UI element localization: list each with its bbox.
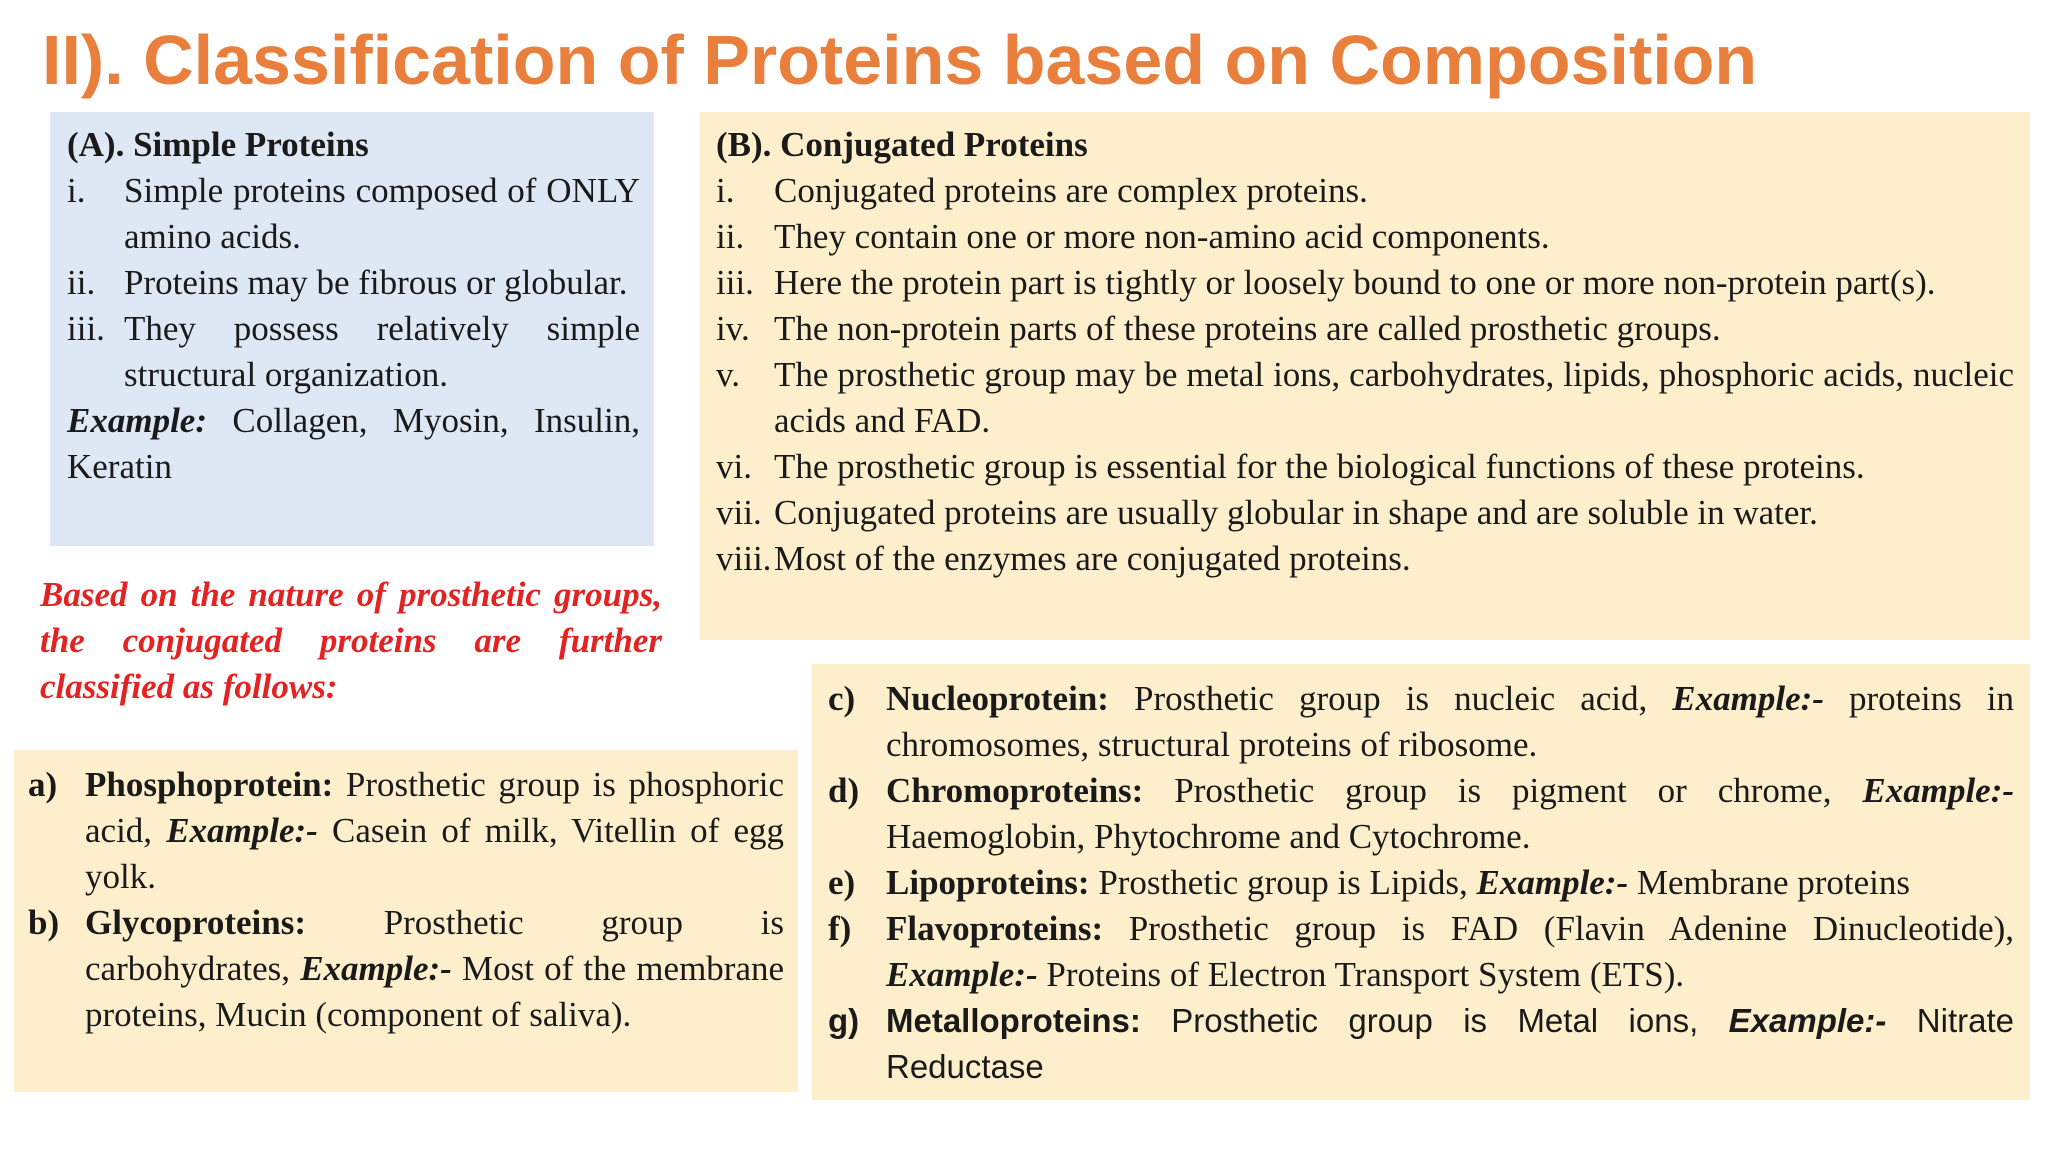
- item-letter: d): [828, 771, 860, 810]
- class-description: Prosthetic group is nucleic acid,: [1133, 679, 1648, 718]
- classes-box-left: [14, 750, 798, 1092]
- class-term: Flavoproteins:: [886, 909, 1104, 948]
- class-example: Membrane proteins: [1636, 863, 1911, 902]
- class-example: Most of the membrane proteins, Mucin (component of saliva).: [85, 949, 785, 1034]
- item-text: [886, 906, 2014, 998]
- item-text: Conjugated proteins are usually globular in shape and are soluble in water.: [774, 493, 1818, 532]
- item-text: [85, 900, 784, 1038]
- list-item: [716, 536, 2014, 582]
- item-letter: b): [28, 903, 60, 942]
- classes-box-right: [812, 664, 2030, 1100]
- item-text: [886, 768, 2014, 860]
- conjugated-proteins-box: [700, 112, 2030, 640]
- class-description: Prosthetic group is pigment or chrome,: [1174, 771, 1832, 810]
- example-label: Example:-: [1476, 863, 1629, 902]
- item-text: Here the protein part is tightly or loosely bound to one or more non-protein part(s).: [774, 263, 1936, 302]
- item-text: The prosthetic group is essential for the biological functions of these proteins.: [774, 447, 1865, 486]
- list-item: [716, 214, 2014, 260]
- item-text: Proteins may be fibrous or globular.: [124, 263, 628, 302]
- item-letter: c): [828, 679, 856, 718]
- list-item: [67, 306, 640, 398]
- list-item: [28, 900, 784, 1038]
- item-number: v.: [716, 355, 740, 394]
- class-example: proteins in chromosomes, structural proteins of ribosome.: [886, 679, 2015, 764]
- list-item: [828, 676, 2014, 768]
- list-item: [716, 306, 2014, 352]
- item-letter: e): [828, 863, 856, 902]
- item-text: [85, 762, 784, 900]
- slide-title: II). Classification of Proteins based on Composition: [42, 21, 1758, 99]
- list-item: [828, 906, 2014, 998]
- item-letter: g): [828, 1002, 860, 1039]
- list-item: [716, 168, 2014, 214]
- example-label: Example:-: [1728, 1002, 1887, 1039]
- list-item: [28, 762, 784, 900]
- class-example: Nitrate Reductase: [886, 1002, 2014, 1085]
- example-label: Example:-: [300, 949, 452, 988]
- example-text: Collagen, Myosin, Insulin, Keratin: [67, 401, 640, 486]
- list-item: [828, 768, 2014, 860]
- class-description: Prosthetic group is FAD (Flavin Adenine Dinucleotide),: [1128, 909, 2015, 948]
- item-letter: a): [28, 765, 58, 804]
- item-number: i.: [67, 171, 86, 210]
- class-description: Prosthetic group is Lipids,: [1098, 863, 1468, 902]
- item-number: iii.: [716, 263, 754, 302]
- example-label: Example:-: [1862, 771, 2015, 810]
- classification-note: Based on the nature of prosthetic groups, the conjugated proteins are further classified as follows:: [40, 575, 662, 706]
- item-number: viii.: [716, 539, 772, 578]
- class-example: Proteins of Electron Transport System (ETS).: [1046, 955, 1685, 994]
- item-text: Conjugated proteins are complex proteins.: [774, 171, 1368, 210]
- list-item: [67, 168, 640, 260]
- item-number: vii.: [716, 493, 762, 532]
- class-description: Prosthetic group is Metal ions,: [1171, 1002, 1699, 1039]
- list-item: [716, 444, 2014, 490]
- example-label: Example:-: [1672, 679, 1824, 718]
- class-term: Nucleoprotein:: [886, 679, 1109, 718]
- list-item: [716, 260, 2014, 306]
- class-term: Chromoproteins:: [886, 771, 1144, 810]
- item-text: Most of the enzymes are conjugated proteins.: [774, 539, 1411, 578]
- item-text: The prosthetic group may be metal ions, carbohydrates, lipids, phosphoric acids, nucleic acids and FAD.: [774, 355, 2014, 440]
- example-label: Example:-: [166, 811, 318, 850]
- list-item: [828, 860, 2014, 906]
- item-text: [886, 860, 2014, 906]
- item-letter: f): [828, 909, 852, 948]
- class-description: Prosthetic group is phosphoric acid,: [85, 765, 784, 850]
- list-item: [716, 490, 2014, 536]
- simple-proteins-example: [67, 398, 640, 490]
- list-item: [716, 352, 2014, 444]
- class-description: Prosthetic group is carbohydrates,: [85, 903, 785, 988]
- item-number: ii.: [67, 263, 96, 302]
- item-text: They possess relatively simple structural organization.: [124, 309, 640, 394]
- simple-proteins-heading: (A). Simple Proteins: [67, 125, 369, 164]
- class-term: Metalloproteins:: [886, 1002, 1141, 1039]
- class-list-left: [28, 762, 784, 1038]
- list-item: [828, 998, 2014, 1090]
- simple-proteins-list: [67, 168, 640, 398]
- class-term: Lipoproteins:: [886, 863, 1090, 902]
- item-text: [886, 676, 2014, 768]
- class-list-right: [828, 676, 2014, 1090]
- conjugated-proteins-list: [716, 168, 2014, 582]
- class-term: Glycoproteins:: [85, 903, 307, 942]
- list-item: [67, 260, 640, 306]
- conjugated-proteins-heading: (B). Conjugated Proteins: [716, 125, 1088, 164]
- item-number: vi.: [716, 447, 752, 486]
- example-label: Example:: [67, 401, 207, 440]
- item-number: ii.: [716, 217, 745, 256]
- class-term: Phosphoprotein:: [85, 765, 334, 804]
- item-text: They contain one or more non-amino acid components.: [774, 217, 1550, 256]
- class-example: Casein of milk, Vitellin of egg yolk.: [85, 811, 784, 896]
- item-number: iv.: [716, 309, 750, 348]
- class-example: Haemoglobin, Phytochrome and Cytochrome.: [886, 817, 1531, 856]
- item-number: i.: [716, 171, 735, 210]
- item-text: [886, 998, 2014, 1090]
- item-text: Simple proteins composed of ONLY amino acids.: [124, 171, 640, 256]
- example-label: Example:-: [886, 955, 1038, 994]
- simple-proteins-box: [50, 112, 654, 546]
- item-number: iii.: [67, 309, 105, 348]
- item-text: The non-protein parts of these proteins are called prosthetic groups.: [774, 309, 1721, 348]
